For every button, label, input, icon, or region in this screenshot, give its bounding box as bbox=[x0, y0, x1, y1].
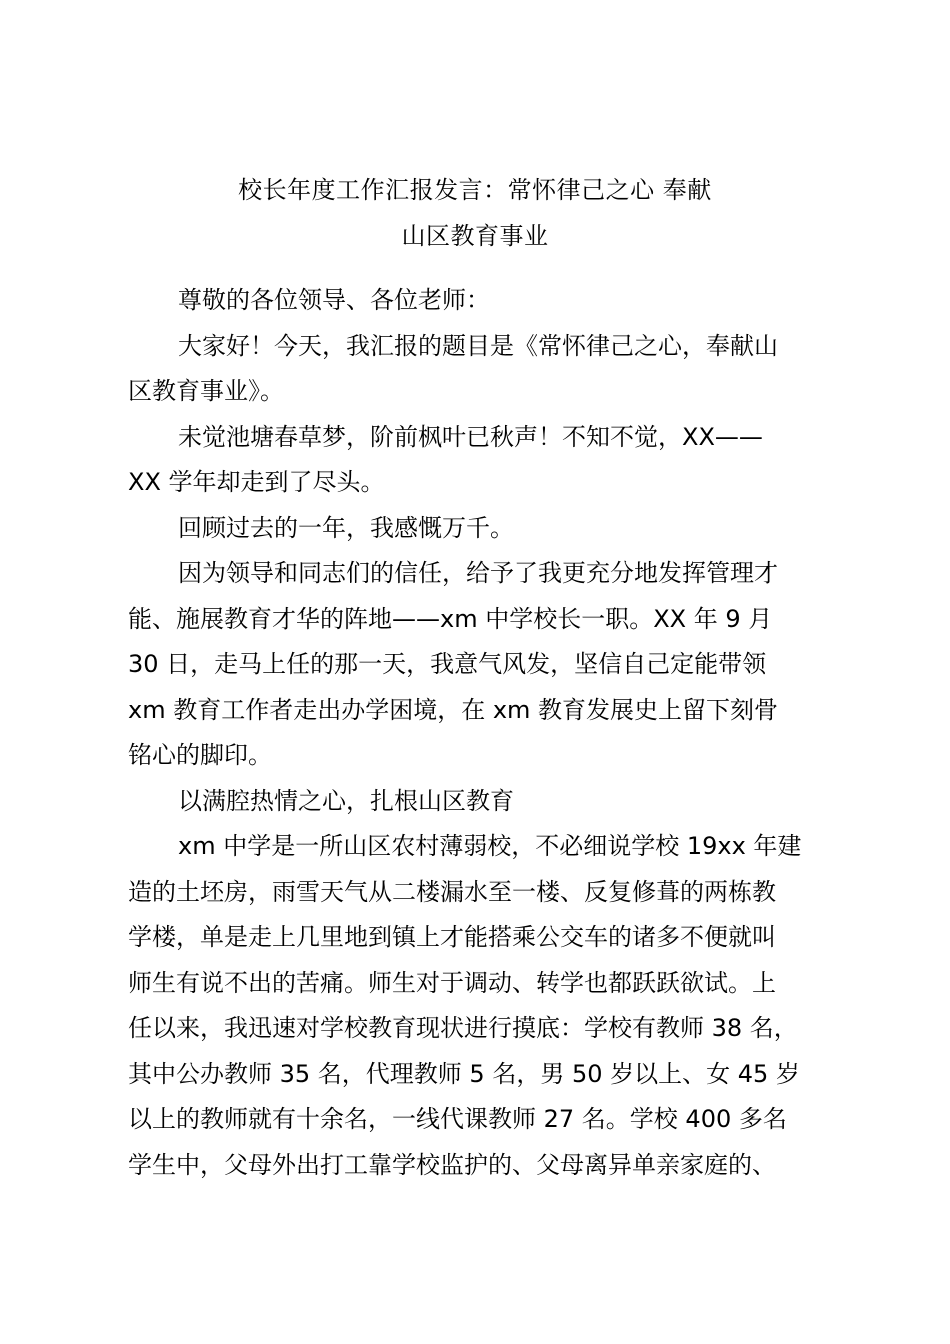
title-line: 山区教育事业 bbox=[401, 221, 549, 250]
paragraph-line: 造的土坯房，雨雪天气从二楼漏水至一楼、反复修葺的两栋教 bbox=[128, 877, 776, 906]
paragraph-line: 未觉池塘春草梦，阶前枫叶已秋声！不知不觉，XX—— bbox=[178, 422, 763, 451]
document-body bbox=[128, 278, 838, 1188]
paragraph-line: 能、施展教育才华的阵地——xm 中学校长一职。XX 年 9 月 bbox=[128, 604, 773, 633]
paragraph-line: 师生有说不出的苦痛。师生对于调动、转学也都跃跃欲试。上 bbox=[128, 968, 776, 997]
paragraph-line: 任以来，我迅速对学校教育现状进行摸底：学校有教师 38 名， bbox=[128, 1014, 798, 1042]
document-title bbox=[120, 168, 830, 259]
paragraph-line: 学楼，单是走上几里地到镇上才能搭乘公交车的诸多不便就叫 bbox=[128, 923, 776, 951]
paragraph-line: 铭心的脚印。 bbox=[128, 741, 272, 769]
paragraph-line: 回顾过去的一年，我感慨万千。 bbox=[178, 513, 514, 542]
paragraph-line: 因为领导和同志们的信任，给予了我更充分地发挥管理才 bbox=[178, 559, 778, 587]
paragraph-line: 以上的教师就有十余名，一线代课教师 27 名。学校 400 多名 bbox=[128, 1105, 787, 1133]
salutation-line: 尊敬的各位领导、各位老师： bbox=[178, 286, 490, 314]
section-heading: 以满腔热情之心，扎根山区教育 bbox=[178, 786, 514, 815]
paragraph-line: 区教育事业》。 bbox=[128, 377, 284, 405]
paragraph-line: XX 学年却走到了尽头。 bbox=[128, 468, 385, 496]
paragraph-line: xm 教育工作者走出办学困境，在 xm 教育发展史上留下刻骨 bbox=[128, 695, 779, 724]
paragraph-line: 其中公办教师 35 名，代理教师 5 名，男 50 岁以上、女 45 岁 bbox=[128, 1059, 800, 1088]
paragraph-line: xm 中学是一所山区农村薄弱校，不必细说学校 19xx 年建 bbox=[178, 832, 802, 860]
paragraph-line: 30 日，走马上任的那一天，我意气风发，坚信自己定能带领 bbox=[128, 650, 767, 678]
paragraph-line: 大家好！今天，我汇报的题目是《常怀律己之心，奉献山 bbox=[178, 331, 778, 360]
paragraph-line: 学生中，父母外出打工靠学校监护的、父母离异单亲家庭的、 bbox=[128, 1150, 776, 1179]
title-line: 校长年度工作汇报发言：常怀律己之心 奉献 bbox=[238, 176, 712, 204]
